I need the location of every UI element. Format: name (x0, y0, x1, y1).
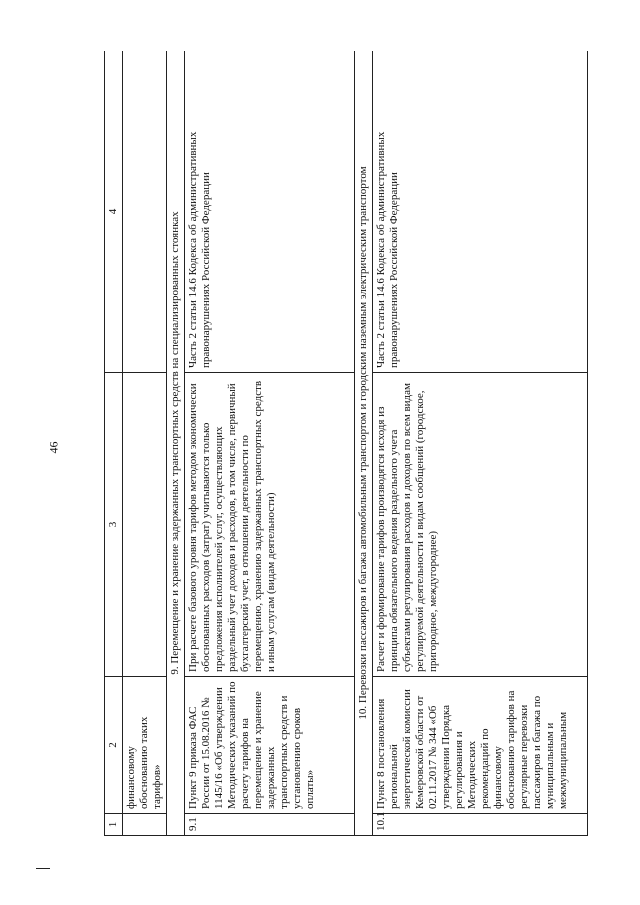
regulation-table (104, 51, 588, 836)
header-col-1: 1 (105, 814, 123, 836)
continuation-col2: финансовому обоснованию таких тарифов» (123, 677, 167, 814)
row-10-1-requirement: Расчет и формирование тарифов производятся исходя из принципа обязательного ведения раздельного учета субъектами регулирования расходов и доходов по всем видам регулируемой деятельности и видам сообщений (городское, пригородное, междугороднее) (373, 373, 588, 677)
section-10-title: 10. Перевозки пассажиров и багажа автомобильным транспортом и городским наземным электрическим транспортом (355, 51, 373, 836)
row-10-1-liability: Часть 2 статьи 14.6 Кодекса об административных правонарушениях Российской Федерации (373, 51, 588, 373)
row-9-1-source: Пункт 9 приказа ФАС России от 15.08.2016 № 1145/16 «Об утверждении Методических указаний по расчету тарифов на перемещение и хранение задержанных транспортных средств и установлению сроков оплаты» (185, 677, 355, 814)
rotated-table-container (104, 51, 588, 836)
page-number: 46 (46, 441, 61, 454)
continuation-col4 (123, 51, 167, 373)
row-10-1-source: Пункт 8 постановления региональной энергетической комиссии Кемеровской области от 02.11.2017 № 344 «Об утверждении Порядка регулирования и Методических рекомендаций по финансовому обоснованию тарифов на регулярные перевозки пассажиров и багажа по муниципальным и межмуниципальным (373, 677, 588, 814)
row-9-1-liability: Часть 2 статьи 14.6 Кодекса об административных правонарушениях Российской Федерации (185, 51, 355, 373)
header-col-2: 2 (105, 677, 123, 814)
row-9-1-requirement: При расчете базового уровня тарифов методом экономически обоснованных расходов (затрат) учитываются только предложения исполнителей услуг, осуществляющих раздельный учет доходов и расходов, в том числе, первичный бухгалтерский учет, в отношении деятельности по перемещению, хранению задержанных транспортных средств и иным услугам (видам деятельности) (185, 373, 355, 677)
header-col-3: 3 (105, 373, 123, 677)
row-10-1-num: 10.1 (373, 814, 588, 836)
continuation-num (123, 814, 167, 836)
header-col-4: 4 (105, 51, 123, 373)
continuation-col3 (123, 373, 167, 677)
edge-mark (36, 868, 50, 869)
section-9-title: 9. Перемещение и хранение задержанных транспортных средств на специализированных стоянках (167, 51, 185, 836)
row-9-1-num: 9.1 (185, 814, 355, 836)
rotated-table-area (104, 51, 588, 836)
